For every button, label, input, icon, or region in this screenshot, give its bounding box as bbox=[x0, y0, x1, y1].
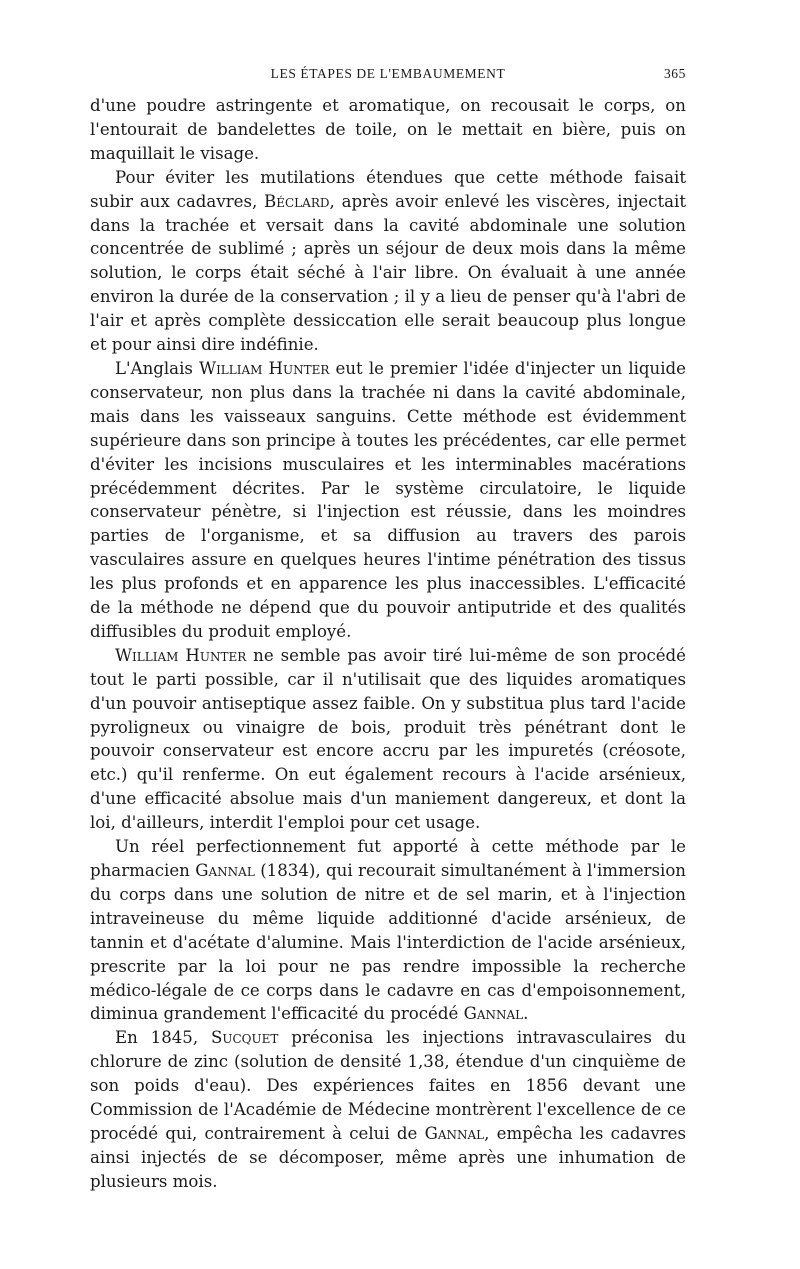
text-run: , après avoir enlevé les viscères, injectait dans la trachée et versait dans la cavité abdominale une solution concentrée de sublimé ; après un séjour de deux mois dans la même solution, le corps était séché à l'air libre. On évaluait à une année environ la durée de la conservation ; il y a lieu de penser qu'à l'abri de l'air et après complète dessiccation elle serait beaucoup plus longue et pour ainsi dire indéfinie. bbox=[90, 191, 686, 355]
text-run: Pour éviter les mutilations étendues que cette méthode faisait subir aux cadavres, bbox=[90, 167, 686, 211]
text-run: d'une poudre astringente et aromatique, on recousait le corps, on l'entourait de bandelettes de toile, on le mettait en bière, puis on maquillait le visage. bbox=[90, 96, 686, 163]
text-run: Un réel perfectionnement fut apporté à cette méthode par le pharmacien bbox=[90, 837, 686, 880]
paragraph bbox=[90, 1026, 686, 1193]
text-run: En 1845, bbox=[115, 1028, 211, 1048]
text-run: . bbox=[523, 1004, 529, 1024]
author-name-gannal: Gannal bbox=[195, 861, 255, 880]
book-page bbox=[90, 62, 686, 1194]
body-text bbox=[90, 94, 686, 1194]
author-name-sucquet: Sucquet bbox=[210, 1028, 279, 1048]
text-run: ne semble pas avoir tiré lui-même de son procédé tout le parti possible, car il n'utilisait que des liquides aromatiques d'un pouvoir antiseptique assez faible. On y substitua plus tard l'acide pyroligneux ou vinaigre de bois, produit très pénétrant dont le pouvoir conservateur est encore accru par les impuretés (créosote, etc.) qu'il renferme. On eut également recours à l'acide arsénieux, d'une efficacité absolue mais d'un maniement dangereux, et dont la loi, d'ailleurs, interdit l'emploi pour cet usage. bbox=[90, 645, 686, 833]
text-run: L'Anglais bbox=[115, 358, 200, 378]
paragraph bbox=[90, 835, 686, 1026]
paragraph bbox=[90, 94, 686, 166]
paragraph bbox=[90, 166, 686, 357]
paragraph bbox=[90, 644, 686, 835]
author-name-hunter: William Hunter bbox=[199, 358, 330, 378]
page-number: 365 bbox=[663, 66, 686, 81]
running-head bbox=[90, 62, 686, 84]
text-run: (1834), qui recourait simultanément à l'immersion du corps dans une solution de nitre et de sel marin, et à l'injection intraveineuse du même liquide additionné d'acide arsénieux, de tannin et d'acétate d'alumine. Mais l'interdiction de l'acide arsénieux, prescrite par la loi pour ne pas rendre impossible la recherche médico-légale de ce corps dans le cadavre en cas d'empoisonnement, diminua grandement l'efficacité du procédé bbox=[90, 861, 686, 1024]
author-name-beclard: Béclard bbox=[264, 191, 330, 211]
author-name-gannal: Gannal bbox=[424, 1123, 485, 1143]
text-run: eut le premier l'idée d'injecter un liquide conservateur, non plus dans la trachée ni dans la cavité abdominale, mais dans les vaisseaux sanguins. Cette méthode est évidemment supérieure dans son principe à toutes les précédentes, car elle permet d'éviter les incisions musculaires et les interminables macérations précédemment décrites. Par le système circulatoire, le liquide conservateur pénètre, si l'injection est réussie, dans les moindres parties de l'organisme, et sa diffusion au travers des parois vasculaires assure en quelques heures l'intime pénétration des tissus les plus profonds et en apparence les plus inaccessibles. L'efficacité de la méthode ne dépend que du pouvoir antiputride et des qualités diffusibles du produit employé. bbox=[90, 358, 686, 641]
author-name-gannal: Gannal bbox=[463, 1004, 524, 1024]
author-name-hunter: William Hunter bbox=[115, 645, 247, 665]
paragraph bbox=[90, 357, 686, 644]
running-title: LES ÉTAPES DE L'EMBAUMEMENT bbox=[270, 66, 506, 81]
text-run: , empêcha les cadavres ainsi injectés de se décomposer, même après une inhumation de plusieurs mois. bbox=[90, 1123, 686, 1191]
text-run: préconisa les injections intravasculaires du chlorure de zinc (solution de densité 1,38, étendue d'un cinquième de son poids d'eau). Des expériences faites en 1856 devant une Commission de l'Académie de Médecine montrèrent l'excellence de ce procédé qui, contrairement à celui de bbox=[90, 1028, 686, 1143]
